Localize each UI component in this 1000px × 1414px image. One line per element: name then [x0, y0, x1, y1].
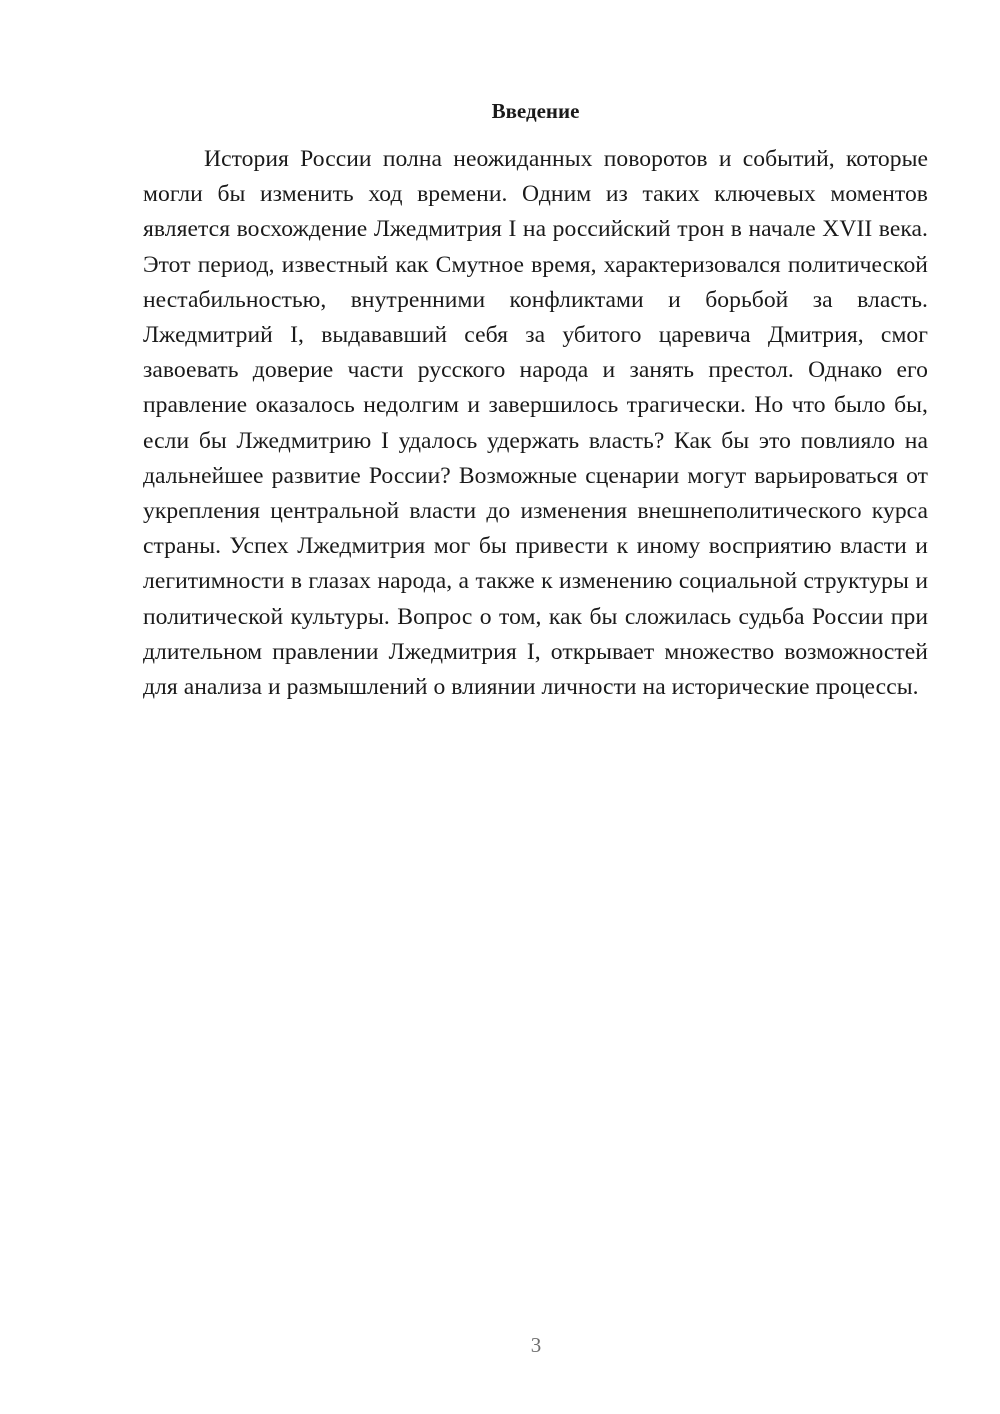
- section-heading: Введение: [491, 99, 580, 123]
- page-number: 3: [530, 1333, 542, 1357]
- intro-paragraph: История России полна неожиданных поворотов и событий, которые могли бы изменить ход времени. Одним из таких ключевых моментов является восхождение Лжедмитрия I на российский трон в начале XVII века. Этот период, известный как Смутное время, характеризовался политической нестабильностью, внутренними конфликтами и борьбой за власть. Лжедмитрий I, выдававший себя за убитого царевича Дмитрия, смог завоевать доверие части русского народа и занять престол. Однако его правление оказалось недолгим и завершилось трагически. Но что было бы, если бы Лжедмитрию I удалось удержать власть? Как бы это повлияло на дальнейшее развитие России? Возможные сценарии могут варьироваться от укрепления центральной власти до изменения внешнеполитического курса страны. Успех Лжедмитрия мог бы привести к иному восприятию власти и легитимности в глазах народа, а также к изменению социальной структуры и политической культуры. Вопрос о том, как бы сложилась судьба России при длительном правлении Лжедмитрия I, открывает множество возможностей для анализа и размышлений о влиянии личности на исторические процессы.: [143, 146, 928, 701]
